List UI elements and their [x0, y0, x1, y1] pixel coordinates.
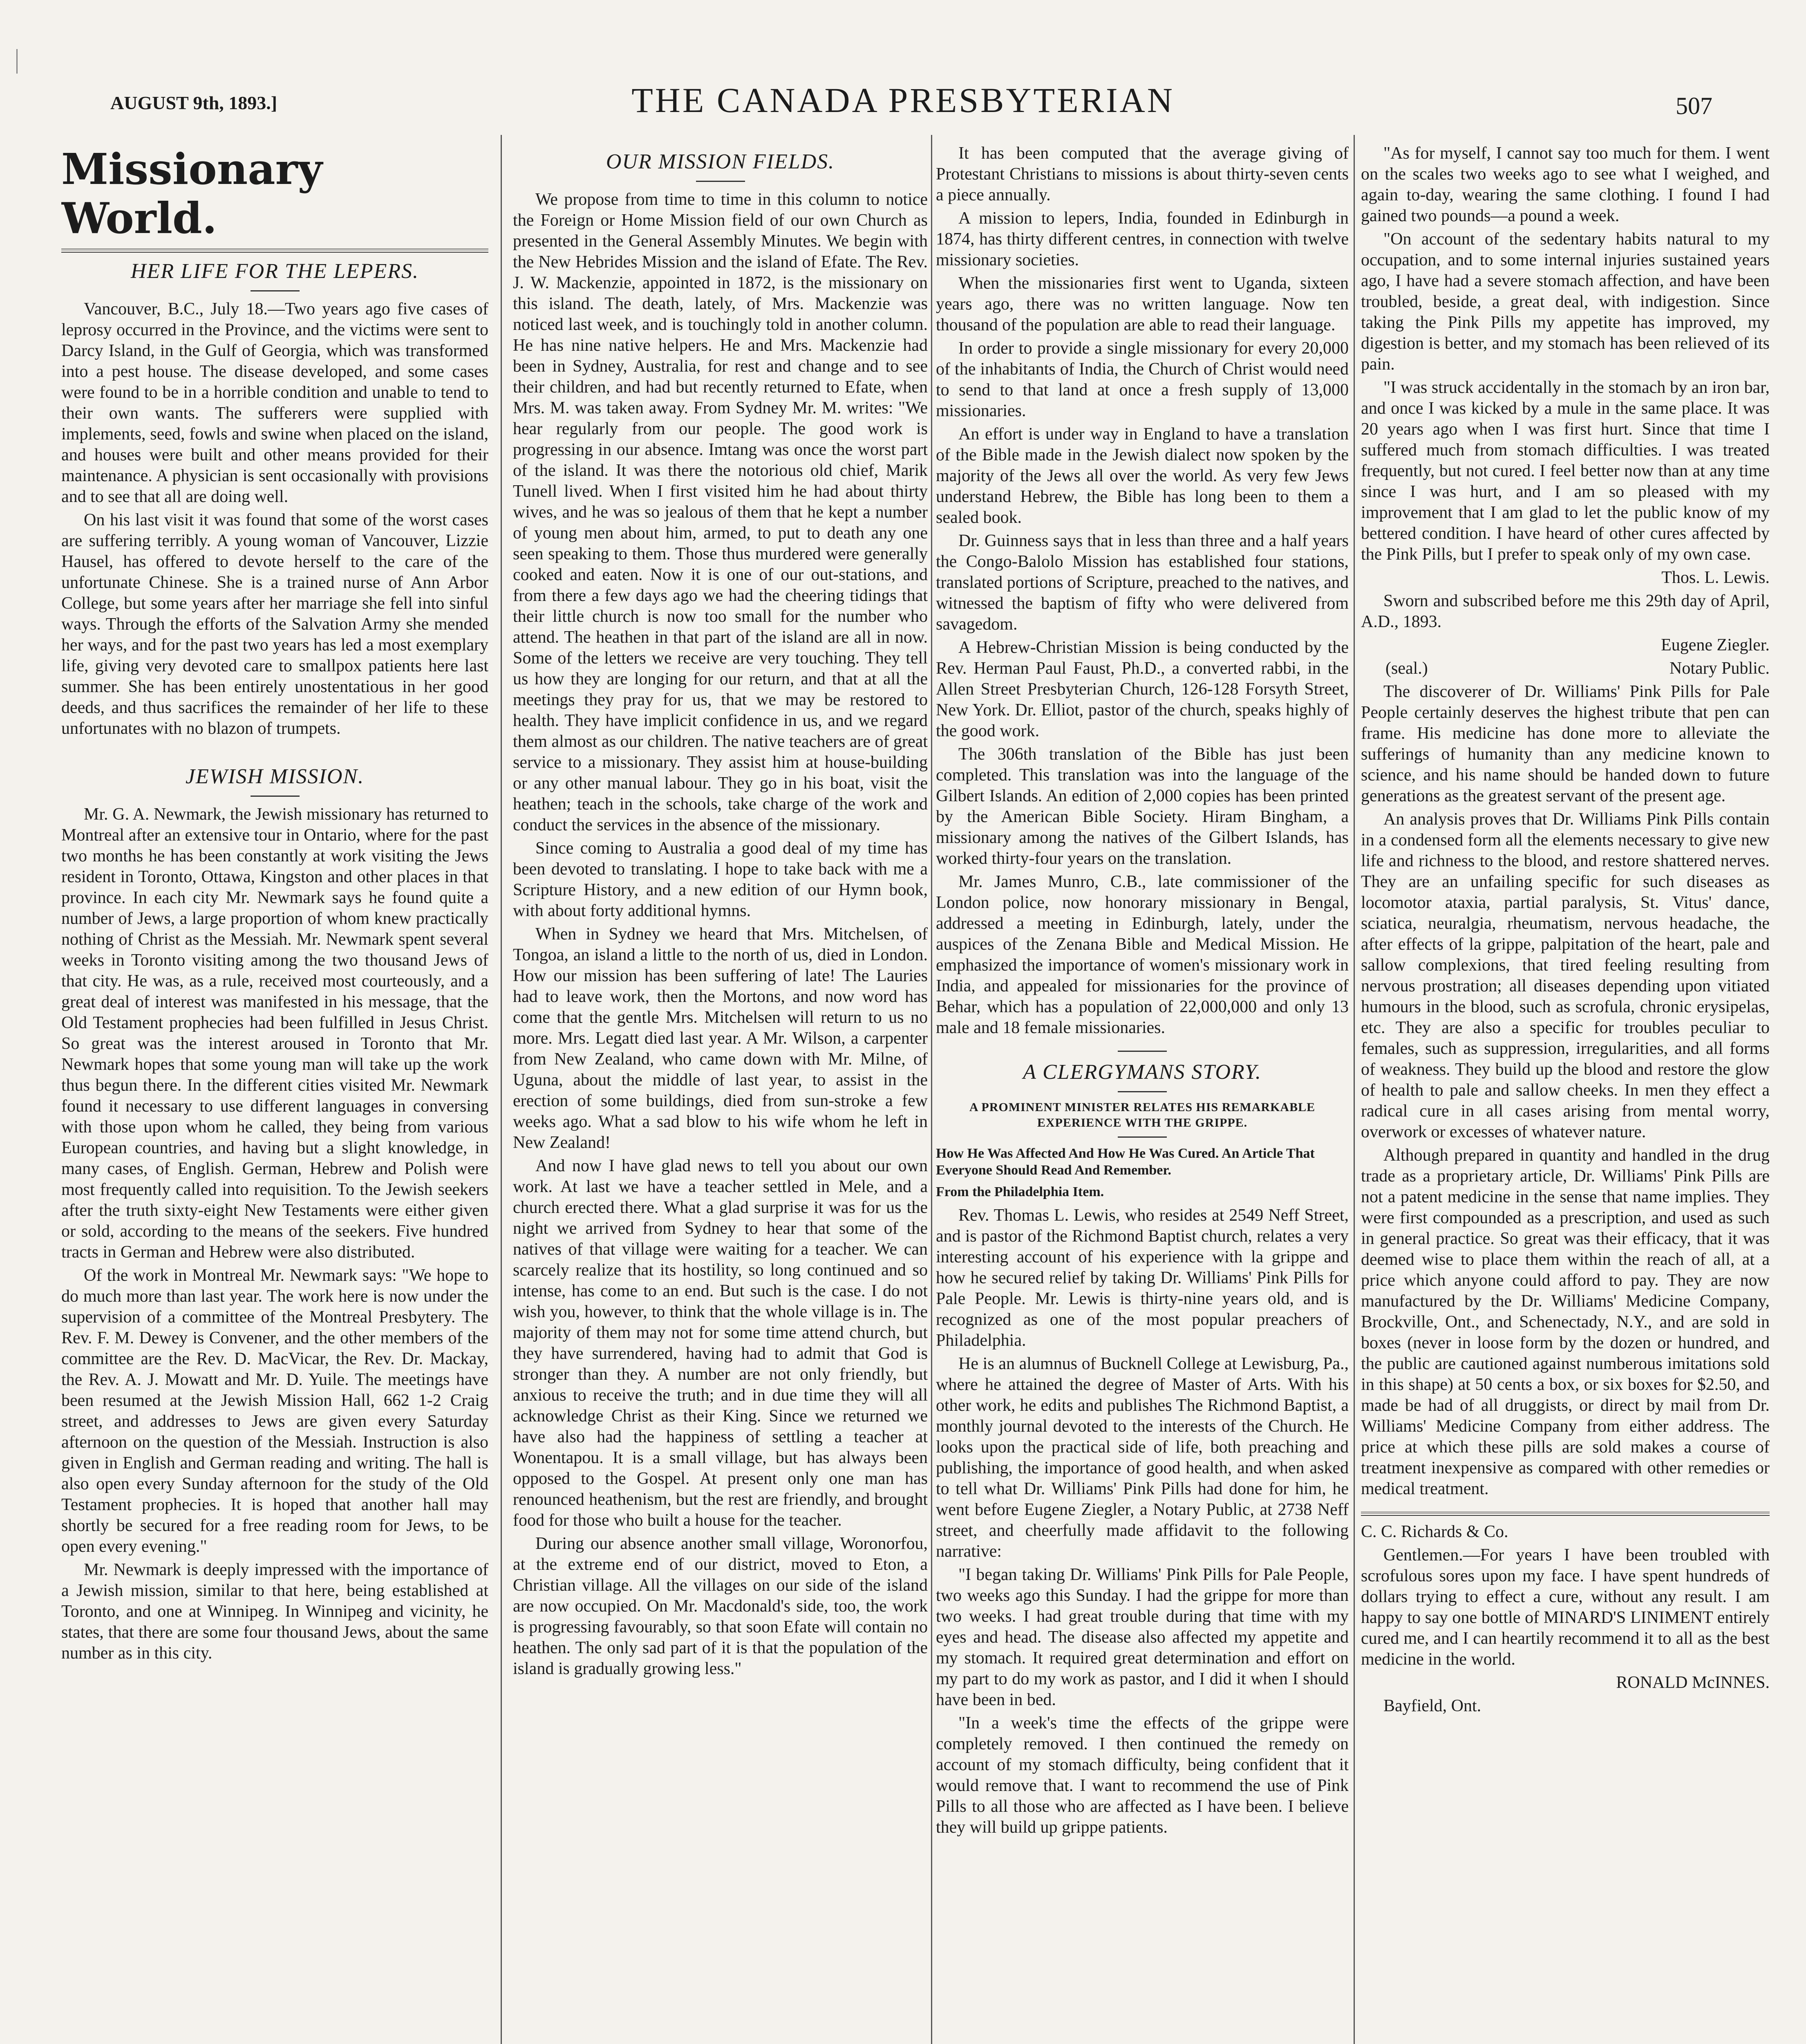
news-item: In order to provide a single missionary for every 20,000 of the inhabitants of India, the Church of Christ would need to send to that land at once a fresh supply of 13,000 missionaries.: [936, 339, 1349, 420]
notary-line: [1361, 658, 1770, 679]
article-paragraph: Since coming to Australia a good deal of my time has been devoted to translating. I hope to take back with me a Scripture History, and a new edition of our Hymn book, with about forty additional hymns.: [513, 839, 928, 920]
issue-date: AUGUST 9th, 1893.]: [110, 92, 278, 113]
column-divider: [1354, 135, 1355, 2044]
column-1: [61, 143, 488, 2044]
article-paragraph: An analysis proves that Dr. Williams Pink Pills contain in a condensed form all the elements necessary to give new life and richness to the blood, and restore shattered nerves. They are an unfailing specific for such diseases as locomotor ataxia, partial paralysis, St. Vitus' dance, sciatica, neuralgia, rheumatism, nervous headache, the after effects of la grippe, palpitation of the heart, pale and sallow complexions, that tired feeling resulting from nervous prostration; all diseases depending upon vitiated humours in the blood, such as scrofula, chronic erysipelas, etc. They are also a specific for troubles peculiar to females, such as suppression, irregularities, and all forms of weakness. They build up the blood and restore the glow of health to pale and sallow cheeks. In men they effect a radical cure in all cases arising from mental worry, overwork or excesses of whatever nature.: [1361, 810, 1770, 1141]
news-item: The 306th translation of the Bible has just been completed. This translation was into the language of the Gilbert Islands. An edition of 2,000 copies has been printed by the American Bible Society. Hiram Bingham, a missionary among the natives of the Gilbert Islands, has worked thirty-four years on the translation.: [936, 745, 1349, 868]
article-paragraph: The discoverer of Dr. Williams' Pink Pills for Pale People certainly deserves the highest tribute that pen can frame. His medicine has done more to alleviate the sufferings of humanity than any medicine known to science, and his name should be handed down to future generations as the greatest servant of the present age.: [1361, 682, 1770, 805]
news-item: It has been computed that the average giving of Protestant Christians to missions is about thirty-seven cents a piece annually.: [936, 144, 1349, 204]
notary-name: Eugene Ziegler.: [1661, 636, 1770, 654]
seal-label: (seal.): [1385, 659, 1428, 678]
article-paragraph: "I was struck accidentally in the stomach by an iron bar, and once I was kicked by a mule in the same place. It was 20 years ago when I was first hurt. Since that time I suffered much from stomach difficulties. I was treated frequently, but not cured. I feel better now than at any time since I was hurt, and I am so pleased with my improvement that I am glad to let the public know of my bettered condition. I have heard of other cures affected by the Pink Pills, but I prefer to speak only of my own case.: [1361, 378, 1770, 564]
title-rule: [1118, 1136, 1167, 1138]
ad-separator: [1361, 1512, 1770, 1516]
article-title-lepers: HER LIFE FOR THE LEPERS.: [130, 260, 419, 283]
article-title-jewish-mission: JEWISH MISSION.: [185, 765, 365, 788]
masthead-title: THE CANADA PRESBYTERIAN: [631, 81, 1175, 120]
news-item: A mission to lepers, India, founded in Edinburgh in 1874, has thirty different centres, in connection with twelve missionary societies.: [936, 209, 1349, 269]
article-paragraph: "In a week's time the effects of the grippe were completely removed. I then continued the remedy on account of my stomach difficulty, being confident that it would remove that. I want to recommend the use of Pink Pills to all those who are affected as I have been. I believe they will build up grippe patients.: [936, 1714, 1349, 1837]
page-number: 507: [1676, 92, 1712, 119]
ad-body: Gentlemen.—For years I have been troubled with scrofulous sores upon my face. I have spent hundreds of dollars trying to effect a cure, without any result. I am happy to say one bottle of MINARD'S LINIMENT entirely cured me, and I can heartily recommend it to all as the best medicine in the world.: [1361, 1546, 1770, 1669]
article-deck: How He Was Affected And How He Was Cured. An Article That Everyone Should Read And Remember.: [936, 1146, 1315, 1178]
article-paragraph: Mr. Newmark is deeply impressed with the importance of a Jewish mission, similar to that here, being established at Toronto, and one at Winnipeg. In Winnipeg and vicinity, he states, that there are some four thousand Jews, about the same number as in this city.: [61, 1560, 488, 1663]
article-paragraph: Rev. Thomas L. Lewis, who resides at 2549 Neff Street, and is pastor of the Richmond Baptist church, relates a very interesting account of his experience with la grippe and how he secured relief by taking Dr. Williams' Pink Pills for Pale People. Mr. Lewis is thirty-nine years old, and is recognized as one of the most popular preachers of Philadelphia.: [936, 1206, 1349, 1350]
news-item: An effort is under way in England to have a translation of the Bible made in the Jewish dialect now spoken by the majority of the Jews all over the world. As very few Jews understand Hebrew, the Bible has long been to them a sealed book.: [936, 425, 1349, 527]
column-divider: [931, 135, 932, 2044]
ad-place: Bayfield, Ont.: [1383, 1697, 1482, 1715]
heading-rule: [61, 249, 488, 253]
article-source: From the Philadelphia Item.: [936, 1184, 1104, 1199]
article-paragraph: We propose from time to time in this column to notice the Foreign or Home Mission field of our own Church as presented in the General Assembly Minutes. We begin with the New Hebrides Mission and the island of Efate. The Rev. J. W. Mackenzie, appointed in 1872, is the missionary on this island. The death, lately, of Mrs. Mackenzie was noticed last week, and is touchingly told in another column. He has nine native helpers. He and Mrs. Mackenzie had been in Sydney, Australia, for rest and change and to see their children, and had but recently returned to Efate, when Mrs. M. was taken away. From Sydney Mr. M. writes: "We hear regularly from our people. The good work is progressing in our absence. Imtang was once the worst part of the island. It was there the notorious old chief, Marik Tunell lived. When I first visited him he had about thirty wives, and he was so jealous of them that he kept a number of young men about him, armed, to put to death any one seen speaking to them. Those thus murdered were generally cooked and eaten. Now it is one of our out-stations, and from there a few days ago we had the cheering tidings that their little church is now too small for the number who attend. The heathen in that part of the island are all in now. Some of the letters we receive are very touching. They tell us how they are longing for our return, and that at all the meetings they pray for us, that we may be restored to health. They have implicit confidence in us, and we regard them almost as our children. The native teachers are of great service to a missionary. They assist him at house-building or any other manual labour. They go in his boat, visit the heathen; teach in the schools, take charge of the work and conduct the services in the absence of the missionary.: [513, 190, 928, 834]
section-heading-missionary-world: Missionary World.: [61, 144, 322, 243]
title-rule: [1118, 1051, 1167, 1052]
article-title-clergymans-story: A CLERGYMANS STORY.: [1023, 1060, 1262, 1084]
article-paragraph: "As for myself, I cannot say too much for them. I went on the scales two weeks ago to see what I weighed, and again to-day, wearing the same clothing. I found I had gained two pounds—a pound a week.: [1361, 144, 1770, 225]
article-paragraph: Although prepared in quantity and handled in the drug trade as a proprietary article, Dr. Williams' Pink Pills are not a patent medicine in the sense that name implies. They were first compounded as a prescription, and used as such in general practice. So great was their efficacy, that it was deemed wise to place them within the reach of all, at a price which anyone could afford to pay. They are now manufactured by the Dr. Williams' Medicine Company, Brockville, Ont., and Schenectady, N.Y., and are sold in boxes (never in loose form by the dozen or hundred, and the public are cautioned against numberous imitations sold in this shape) at 50 cents a box, or six boxes for $2.50, and made be had of all druggists, or direct by mail from Dr. Williams' Medicine Company from either address. The price at which these pills are sold makes a course of treatment inexpensive as compared with other remedies or medical treatment.: [1361, 1146, 1770, 1498]
article-paragraph: He is an alumnus of Bucknell College at Lewisburg, Pa., where he attained the degree of Master of Arts. With his other work, he edits and publishes The Richmond Baptist, a monthly journal devoted to the interests of the Church. He looks upon the practical side of life, both preaching and publishing, the importance of good health, and when asked to tell what Dr. Williams' Pink Pills had done for him, he went before Eugene Ziegler, a Notary Public, at 2738 Neff street, and cheerfully made affidavit to the following narrative:: [936, 1354, 1349, 1561]
news-item: When the missionaries first went to Uganda, sixteen years ago, there was no written language. Now ten thousand of the population are able to read their language.: [936, 274, 1349, 334]
article-paragraph: When in Sydney we heard that Mrs. Mitchelsen, of Tongoa, an island a little to the north of us, died in London. How our mission has been suffering of late! The Lauries had to leave work, then the Mortons, and now word has come that the gentle Mrs. Mitchelsen will return to us no more. Mrs. Legatt died last year. A Mr. Wilson, a carpenter from New Zealand, who came down with Mr. Milne, of Uguna, about the middle of last year, to assist in the erection of some buildings, died from sun-stroke a few weeks ago. What a sad blow to his wife whom he left in New Zealand!: [513, 925, 928, 1152]
news-item: Dr. Guinness says that in less than three and a half years the Congo-Balolo Mission has established four stations, translated portions of Scripture, preached to the natives, and witnessed the baptism of fifty who were delivered from savagedom.: [936, 531, 1349, 634]
article-paragraph: Of the work in Montreal Mr. Newmark says: "We hope to do much more than last year. The work here is now under the supervision of a committee of the Montreal Presbytery. The Rev. F. M. Dewey is Convener, and the other members of the committee are the Rev. D. MacVicar, the Rev. Dr. Mackay, the Rev. A. J. Mowatt and Mr. D. Yuile. The meetings have been resumed at the Jewish Mission Hall, 662 1-2 Craig street, and addresses to Jews are given every Saturday afternoon on the question of the Messiah. Instruction is also given in English and German reading and writing. The hall is also open every Sunday afternoon for the study of the Old Testament prophecies. It is hoped that another hall may shortly be secured for a free reading room for Jews, to be open every evening.": [61, 1266, 488, 1556]
column-divider: [501, 135, 502, 2044]
column-2: [513, 143, 928, 2044]
notary-title: Notary Public.: [1669, 659, 1770, 678]
article-title-mission-fields: OUR MISSION FIELDS.: [606, 150, 835, 173]
article-paragraph: "I began taking Dr. Williams' Pink Pills for Pale People, two weeks ago this Sunday. I had the grippe for more than two weeks. I had great trouble during that time with my eyes and head. The disease also affected my appetite and my stomach. It required great determination and effort on my part to do my work as pastor, and I did it when I should have been in bed.: [936, 1565, 1349, 1709]
article-paragraph: Mr. G. A. Newmark, the Jewish missionary has returned to Montreal after an extensive tour in Ontario, where for the past two months he has been constantly at work visiting the Jews resident in Toronto, Ottawa, Kingston and other places in that province. In each city Mr. Newmark says he found quite a number of Jews, a large proportion of whom knew practically nothing of Christ as the Messiah. Mr. Newmark spent several weeks in Toronto visiting among the two thousand Jews of that city. He was, as a rule, received most courteously, and a great deal of interest was manifested in his message, that the Old Testament prophecies had been fulfilled in Jesus Christ. So great was the interest aroused in Toronto that Mr. Newmark hopes that some young man will take up the work thus begun there. In the different cities visited Mr. Newmark found it necessary to use different languages in conversing with those upon whom he called, they being from various European countries, and having but a slight knowledge, in many cases, of English. German, Hebrew and Polish were most frequently called into requisition. To the Jewish seekers after the truth sixty-eight New Testaments were either given or sold, according to the means of the seekers. Five hundred tracts in German and Hebrew were also distributed.: [61, 805, 488, 1262]
signature: Thos. L. Lewis.: [1661, 568, 1770, 587]
title-rule: [251, 796, 300, 797]
article-paragraph: On his last visit it was found that some of the worst cases are suffering terribly. A young woman of Vancouver, Lizzie Hausel, has offered to devote herself to the care of the unfortunate Chinese. She is a trained nurse of Ann Arbor College, but some years after her marriage she fell into sinful ways. Through the efforts of the Salvation Army she mended her ways, and for the past two years has led a most exemplary life, giving very devoted care to smallpox patients here last summer. She has been entirely unostentatious in her good deeds, and thus sacrifices the remainder of her life to these unfortunates with no blazon of trumpets.: [61, 511, 488, 738]
article-paragraph: "On account of the sedentary habits natural to my occupation, and to some internal injuries sustained years ago, I have had a severe stomach affection, and have been troubled, beside, a great deal, with indigestion. Since taking the Pink Pills my appetite has improved, my digestion is better, and my stomach has been relieved of its pain.: [1361, 230, 1770, 374]
column-3: [936, 143, 1349, 2044]
title-rule: [696, 181, 745, 182]
title-rule: [1118, 1091, 1167, 1092]
news-item: Mr. James Munro, C.B., late commissioner of the London police, now honorary missionary in Bengal, addressed a meeting in Edinburgh, lately, under the auspices of the Zenana Bible and Medical Mission. He emphasized the importance of women's missionary work in India, and appealed for missionaries for the province of Behar, which has a population of 22,000,000 and only 13 male and 18 female missionaries.: [936, 872, 1349, 1037]
article-paragraph: During our absence another small village, Woronorfou, at the extreme end of our district, moved to Eton, a Christian village. All the villages on our side of the island are now occupied. On Mr. Macdonald's side, too, the work is progressing favourably, so that soon Efate will contain no heathen. The only sad part of it is that the population of the island is gradually growing less.": [513, 1534, 928, 1678]
title-rule: [251, 290, 300, 291]
news-item: A Hebrew-Christian Mission is being conducted by the Rev. Herman Paul Faust, Ph.D., a converted rabbi, in the Allen Street Presbyterian Church, 126-128 Forsyth Street, New York. Dr. Elliot, pastor of the church, speaks highly of the good work.: [936, 638, 1349, 740]
article-subtitle: A PROMINENT MINISTER RELATES HIS REMARKABLE EXPERIENCE WITH THE GRIPPE.: [969, 1100, 1316, 1130]
article-paragraph: Vancouver, B.C., July 18.—Two years ago five cases of leprosy occurred in the Province, and the victims were sent to Darcy Island, in the Gulf of Georgia, which was transformed into a pest house. The disease developed, and some cases were found to be in a horrible condition and unable to tend to their own wants. The sufferers were supplied with implements, seed, fowls and swine when placed on the island, and houses were built and other means provided for their maintenance. A physician is sent occasionally with provisions and to see that all are doing well.: [61, 300, 488, 506]
article-paragraph: And now I have glad news to tell you about our own work. At last we have a teacher settled in Mele, and a church erected there. What a glad surprise it was for us the night we arrived from Sydney to hear that some of the natives of that village were waiting for a teacher. We can scarcely realize that its hostility, so long continued and so intense, has come to an end. But such is the case. I do not wish you, however, to think that the whole village is in. The majority of them may not for some time attend church, but they have surrendered, having had to admit that God is stronger than they. A number are not only friendly, but anxious to receive the truth; and in due time they will all acknowledge Christ as their King. Since we returned we have also had the happiness of settling a teacher at Wonentapou. It is a small village, but has always been opposed to the Gospel. At present only one man has renounced heathenism, but the rest are friendly, and brought food for those who built a house for the teacher.: [513, 1156, 928, 1530]
column-4: [1361, 143, 1770, 2044]
sworn-statement: Sworn and subscribed before me this 29th day of April, A.D., 1893.: [1361, 592, 1770, 631]
ad-addressee: C. C. Richards & Co.: [1361, 1522, 1508, 1541]
ad-signature: RONALD McINNES.: [1616, 1673, 1770, 1692]
